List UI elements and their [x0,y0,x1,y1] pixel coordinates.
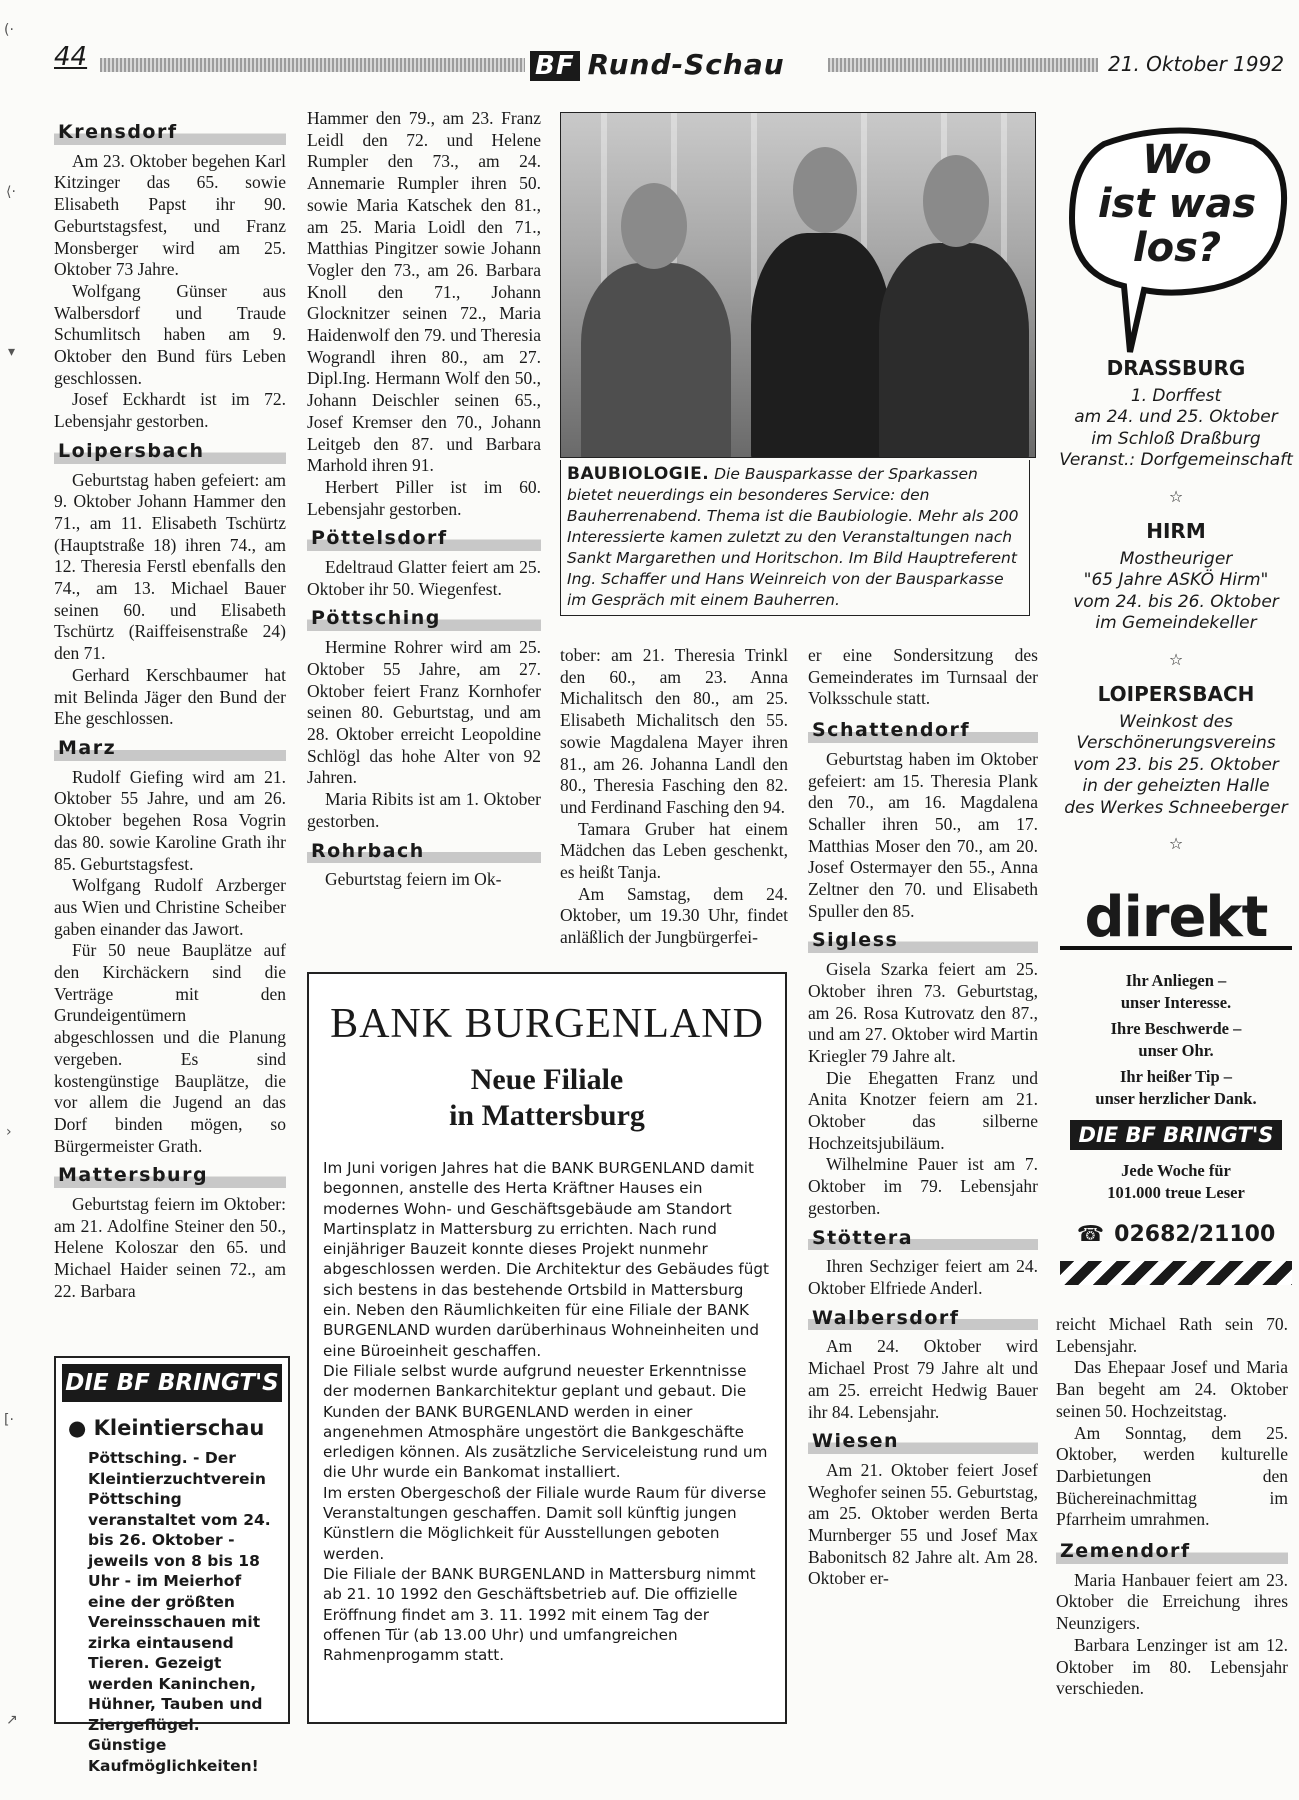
event-line: des Werkes Schneeberger [1064,797,1288,818]
direkt-banner: DIE BF BRINGT'S [1070,1120,1282,1150]
phone-row [1060,1222,1292,1247]
section-heading: Rohrbach [307,839,541,864]
event-line: Mostheuriger [1119,548,1233,569]
event-line: in der geheizten Halle [1082,776,1270,796]
section-krensdorf [54,120,286,433]
bank-body [323,1158,771,1665]
margin-mark: (· [4,22,14,38]
column-right-bottom [1056,1314,1288,1700]
logo-bf: BF [530,51,580,81]
paragraph: Die Filiale der BANK BURGENLAND in Mattersburg nimmt ab 21. 10 1992 den Geschäftsbetrieb auf. Die offizielle Eröffnung findet am 3. 11. 1992 mit einem Tag der offenen Tür (ab 13.00 Uhr) und umfangreichen Rahmenprogamm statt. [323,1564,756,1665]
section-heading: Schattendorf [808,718,1038,743]
paragraph: Barbara Lenzinger ist am 12. Oktober im 80. Lebensjahr verschieden. [1056,1634,1288,1699]
paragraph: Wolfgang Rudolf Arzberger aus Wien und Christine Scheiber gaben einander das Jawort. [54,875,286,939]
paragraph: er eine Sondersitzung des Gemeinderates im Turnsaal der Volksschule statt. [808,645,1038,709]
section-poettelsdorf [307,526,541,600]
slogan-line: Ihre Beschwerde – [1110,1019,1242,1038]
paragraph: Geburtstag haben gefeiert: am 9. Oktober Johann Hammer den 71., am 11. Elisabeth Tschürtz (Hauptstraße 18) ihren 74., am 12. Theresia Ferstl ebenfalls den 74., am 13. Michael Bauer seinen 60. und Elisabeth Tschürtz (Raiffeisenstraße 24) den 71. [54,469,286,664]
bringts-banner: DIE BF BRINGT'S [62,1364,282,1402]
section-sigless [808,928,1038,1219]
section-heading: Mattersburg [54,1163,286,1188]
kleintierschau-text: Pöttsching. - Der Kleintierzuchtverein Pöttsching veranstaltet vom 24. bis 26. Oktober - jeweils von 8 bis 18 Uhr - im Meierhof eine der größten Vereinsschauen mit zirka eintausend Tieren. Gezeigt werden Kaninchen, Hühner, Tauben und Ziergeflügel. Günstige Kaufmöglichkeiten! [88,1449,271,1775]
slogan-line: Ihr heißer Tip – [1119,1067,1233,1086]
column-4 [808,645,1038,1590]
readers-line: 101.000 treue Leser [1107,1183,1245,1202]
paragraph: Hermine Rohrer wird am 25. Oktober 55 Jahre, am 27. Oktober feiert Franz Kornhofer seinen 80. Geburtstag, und am 28. Oktober erreicht Leopoldine Schlögl das hohe Alter von 92 Jahren. [307,637,541,788]
margin-mark: ▾ [8,344,16,360]
paragraph: Die Filiale selbst wurde aufgrund neuester Erkenntnisse der modernen Bankarchitektur geplant und gebaut. Die Kunden der BANK BURGENLAND werden in einer angenehmen Atmosphäre ungestört die Bankgeschäfte erledigen können. Als zusätzliche Serviceleistung rund um die Uhr wurde ein Bankomat installiert. [323,1361,768,1482]
bubble-line: Wo [1142,137,1212,183]
bank-subtitle-1: Neue Filiale [470,1063,624,1096]
column-3 [560,645,788,949]
zigzag-border [1060,1261,1292,1285]
paragraph: Ihren Sechziger feiert am 24. Oktober Elfriede Anderl. [808,1256,1038,1298]
event-place: HIRM [1146,519,1206,543]
event-line: Verschönerungsvereins [1076,733,1276,753]
paragraph: Das Ehepaar Josef und Maria Ban begeht am 24. Oktober seinen 50. Hochzeitstag. [1056,1357,1288,1421]
events-list [1058,358,1294,869]
section-heading: Pöttsching [307,606,541,631]
header-rule-right [828,58,1098,72]
paragraph: Für 50 neue Bauplätze auf den Kirchäckern sind die Verträge mit den Grundeigentümern abgeschlossen und die Planung vergeben. Es sind kostengünstige Bauplätze, die vor allem die Jugend an das Dorf binden mögen, so Bürgermeister Grath. [54,940,286,1156]
direkt-title: direkt [1060,890,1292,950]
paragraph: Wilhelmine Pauer ist am 7. Oktober im 79. Lebensjahr gestorben. [808,1154,1038,1218]
paragraph: Im ersten Obergeschoß der Filiale wurde Raum für diverse Veranstaltungen geschaffen. Damit soll künftig jungen Künstlern die Möglichkeit für Ausstellungen geboten werden. [323,1483,767,1563]
star-icon: ☆ [1168,649,1184,669]
event-line: Weinkost des [1118,711,1234,732]
issue-date: 21. Oktober 1992 [1108,52,1285,76]
paragraph: Wolfgang Günser aus Walbersdorf und Traude Schumlitsch haben am 9. Oktober den Bund fürs Leben geschlossen. [54,280,286,388]
paragraph: Geburtstag feiern im Ok- [325,869,502,890]
section-mattersburg [54,1163,286,1302]
bubble-line: ist was [1097,181,1257,227]
person-weinreich [879,243,1029,458]
event-drassburg [1058,358,1294,472]
star-icon: ☆ [1168,486,1184,506]
paragraph: Tamara Gruber hat einem Mädchen das Leben geschenkt, es heißt Tanja. [560,818,788,883]
paragraph: Maria Ribits ist am 1. Oktober gestorben. [307,789,541,831]
paragraph: Herbert Piller ist im 60. Lebensjahr gestorben. [307,476,541,519]
bank-title: BANK BURGENLAND [330,1001,764,1047]
kleintierschau-headline [68,1416,276,1440]
section-loipersbach [54,439,286,730]
section-heading: Loipersbach [54,439,286,464]
paragraph: Am 24. Oktober wird Michael Prost 79 Jahre alt und am 25. erreicht Hedwig Bauer ihr 84. Lebensjahr. [808,1336,1038,1422]
paragraph: Maria Hanbauer feiert am 23. Oktober die Erreichung ihres Neunzigers. [1056,1569,1288,1634]
paragraph: Im Juni vorigen Jahres hat die BANK BURGENLAND damit begonnen, anstelle des Herta Kräftner Hauses ein modernes Wohn- und Geschäftsgebäude am Standort Martinsplatz in Mattersburg zu errichten. Nach rund einjähriger Bauzeit konnte dieses Projekt nunmehr abgeschlossen werden. Die Architektur des Gebäudes fügt sich bestens in das bestehende Ortsbild in Mattersburg ein. Neben den Räumlichkeiten für eine Filiale der BANK BURGENLAND wurden darüberhinaus Wohneinheiten und eine Büroeinheit geschaffen. [323,1159,769,1360]
event-line: vom 23. bis 25. Oktober [1073,754,1279,775]
paragraph: Rudolf Giefing wird am 21. Oktober 55 Jahre, und am 26. Oktober begehen Rosa Vogrin das 80. sowie Karoline Grath ihr 85. Geburtstagsfest. [54,766,286,874]
event-place: LOIPERSBACH [1097,682,1255,706]
paragraph: Am 23. Oktober begehen Karl Kitzinger das 65. sowie Elisabeth Papst ihr 90. Geburtstagsfest, und Franz Monsberger wird am 25. Oktober 73 Jahre. [54,150,286,280]
slogan-line: unser Ohr. [1138,1041,1214,1060]
paragraph: Geburtstag haben im Oktober gefeiert: am 15. Theresia Plank den 70., am 16. Magdalena Schaller ihren 50., am 17. Matthias Moser den 70., am 20. Josef Ostermayer den 55., Anna Zeltner den 70. und Elisabeth Spuller den 85. [808,748,1038,921]
slogan-line: unser herzlicher Dank. [1095,1089,1257,1108]
section-schattendorf [808,718,1038,922]
section-poettsching [307,606,541,832]
caption-text: Die Bausparkasse der Sparkassen bietet neuerdings ein besonderes Service: den Bauherrenabend. Thema ist die Baubiologie. Mehr als 200 Interessierte kamen zuletzt zu den Veranstaltungen nach Sankt Margarethen und Horitschon. Im Bild Hauptreferent Ing. Schaffer und Hans Weinreich von der Bausparkasse im Gespräch mit einem Bauherren. [567,465,1019,609]
margin-mark: [· [4,1412,14,1428]
person-bauherr [581,263,731,458]
section-stoettera [808,1226,1038,1300]
paragraph: Am Sonntag, dem 25. Oktober, werden kulturelle Darbietungen den Büchereinachmittag im Pfarrheim umrahmen. [1056,1422,1288,1530]
photo-caption [560,460,1030,616]
section-marz [54,736,286,1157]
section-wiesen [808,1429,1038,1590]
wo-ist-was-los-bubble [1064,124,1290,360]
paragraph: Gisela Szarka feiert am 25. Oktober ihren 73. Geburtstag, am 26. Rosa Kutrovatz den 87., und am 27. Oktober wird Martin Kriegler 79 Jahre alt. [808,959,1038,1066]
star-icon: ☆ [1168,834,1184,853]
section-heading: Sigless [808,928,1038,953]
phone-icon: ☎ [1076,1222,1105,1247]
direkt-slogans [1060,970,1292,1110]
paragraph: Hammer den 79., am 23. Franz Leidl den 72. und Helene Rumpler den 73., am 24. Annemarie Rumpler ihren 50. sowie Maria Katschek den 81., am 25. Maria Loidl den 71., Matthias Pingitzer sowie Johann Vogler den 73., am 26. Barbara Knoll den 71., Johann Glocknitzer seinen 72., Maria Haidenwolf den 79. und Theresia Wograndl ihren 80., am 27. Dipl.Ing. Hermann Wolf den 50., Johann Deischler seinen 65., Josef Kremser den 70., Johann Leitgeb den 87. und Barbara Marhold ihren 91. [307,108,541,476]
section-heading: Marz [54,736,286,761]
paragraph: Die Ehegatten Franz und Anita Knotzer feiern am 21. Oktober das silberne Hochzeitsjubiläum. [808,1067,1038,1153]
bringts-box-kleintierschau [54,1356,290,1775]
page-number: 44 [54,42,88,72]
paragraph: tober: am 21. Theresia Trinkl den 60., am 23. Anna Michalitsch den 80., am 25. Elisabeth Michalitsch den 55. sowie Magdalena Mayer ihren 81., am 26. Johanna Landl den 80., Theresia Fasching den 82. und Ferdinand Fasching den 94. [560,645,788,817]
phone-number: 02682/21100 [1114,1222,1276,1247]
section-zemendorf [1056,1539,1288,1700]
paragraph: Gerhard Kerschbaumer hat mit Belinda Jäger den Bund der Ehe geschlossen. [54,664,286,729]
paragraph: Am 21. Oktober feiert Josef Weghofer seinen 55. Geburtstag, am 25. Oktober werden Berta Murnberger 55 und Josef Max Babonitsch 82 Jahre alt. Am 28. Oktober er- [808,1459,1038,1589]
bank-subtitle-2: in Mattersburg [449,1099,645,1132]
column-2 [307,108,541,891]
section-heading: Zemendorf [1056,1539,1288,1564]
margin-mark: ⟨· [6,184,16,200]
event-line: vom 24. bis 26. Oktober [1073,591,1279,612]
section-heading: Walbersdorf [808,1306,1038,1331]
event-line: 1. Dorffest [1130,385,1222,406]
section-rohrbach [307,839,541,891]
event-hirm [1058,521,1294,635]
person-referent [751,233,891,458]
event-line: im Schloß Draßburg [1091,428,1261,449]
logo-name: Rund-Schau [587,48,785,81]
bullet-icon: ● [68,1416,87,1440]
section-heading: Wiesen [808,1429,1038,1454]
bubble-line: los? [1132,225,1222,271]
slogan-line: unser Interesse. [1120,993,1232,1012]
section-heading: Stöttera [808,1226,1038,1251]
section-heading: Krensdorf [54,120,286,145]
event-loipersbach [1058,684,1294,819]
paragraph: reicht Michael Rath sein 70. Lebensjahr. [1056,1314,1288,1356]
readers-line: Jede Woche für [1121,1161,1231,1180]
direkt-readers [1060,1160,1292,1204]
bank-burgenland-ad [307,972,787,1724]
kleintierschau-title: Kleintierschau [93,1416,265,1440]
slogan-line: Ihr Anliegen – [1125,971,1227,990]
event-line: "65 Jahre ASKÖ Hirm" [1083,570,1269,590]
event-line: im Gemeindekeller [1095,613,1257,633]
direkt-box [1060,885,1292,1290]
column-1 [54,114,286,1303]
event-place: DRASSBURG [1106,356,1246,380]
header-rule-left [100,58,525,72]
event-line: am 24. und 25. Oktober [1074,407,1278,427]
margin-mark: › [6,1124,12,1140]
margin-mark: ↗ [6,1712,18,1728]
paragraph: Josef Eckhardt ist im 72. Lebensjahr gestorben. [54,389,286,432]
event-line: Veranst.: Dorfgemeinschaft [1059,450,1293,470]
section-heading: Pöttelsdorf [307,526,541,551]
paragraph: Geburtstag feiern im Oktober: am 21. Adolfine Steiner den 50., Helene Koloszar den 65. und Michael Haider seinen 72., am 22. Barbara [54,1194,286,1301]
paragraph: Am Samstag, dem 24. Oktober, um 19.30 Uhr, findet anläßlich der Jungbürgerfei- [560,883,788,948]
caption-title: BAUBIOLOGIE. [567,464,710,484]
section-walbersdorf [808,1306,1038,1424]
publication-logo [530,48,785,81]
paragraph: Edeltraud Glatter feiert am 25. Oktober ihr 50. Wiegenfest. [307,557,541,599]
photo-baubiologie [560,112,1036,458]
